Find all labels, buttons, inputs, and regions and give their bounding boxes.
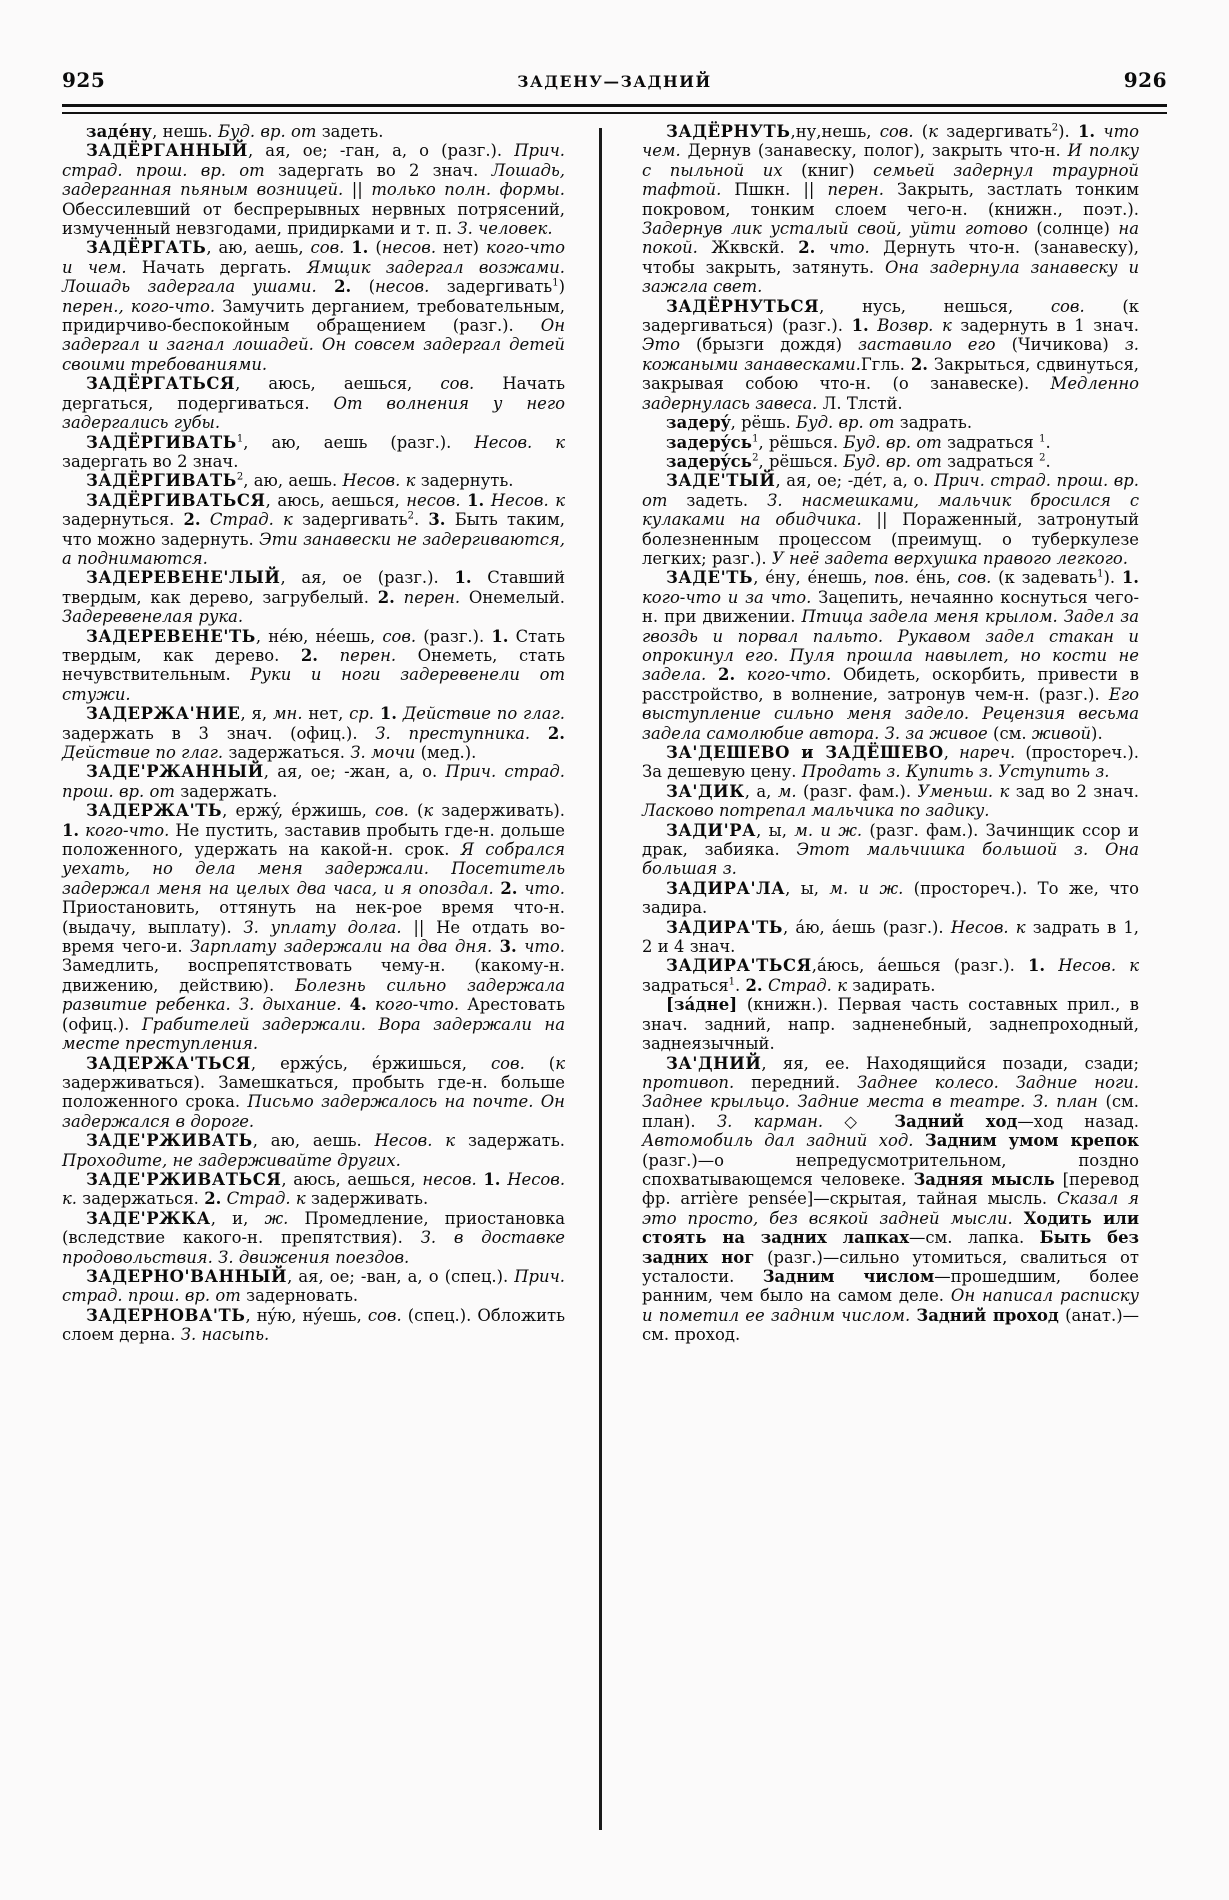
entry-body: , аюсь, аешься, несов. 1. Несов. к задернуться. 2. Страд. к задергивать$^2$. 3. Быть таким, что можно задернуть. Эти занавески не задергиваются, а поднимаются. (62, 490, 566, 568)
entry-body: (книжн.). Первая часть составных прил., в знач. задний, напр. задненебный, заднепроходный, заднеязычный. (642, 995, 1139, 1054)
dictionary-entry (642, 995, 1139, 1053)
entry-headword: [зáдне] (666, 995, 738, 1015)
entry-headword: задéну (86, 122, 153, 141)
entry-homonym-index: 2 (752, 452, 759, 464)
dictionary-entry (642, 743, 1139, 782)
dictionary-entry (62, 1306, 565, 1345)
entry-headword: задерý (666, 413, 731, 433)
dictionary-entry (62, 238, 565, 374)
entry-body: , ержýсь, éржишься, сов. (к задерживаться). Замешкаться, пробыть где-н. больше положенного срока. Письмо задержалось на почте. Он задержался в дороге. (62, 1053, 565, 1131)
entry-body: , ержý, éржишь, сов. (к задерживать). 1. кого-что. Не пустить, заставив пробыть где-н. дольше положенного, удержать на какой-н. срок. Я собрался уехать, но дела меня задержали. Посетитель задержал меня на целых два часа, и я опоздал. 2. что. Приостановить, оттянуть на нек-рое время что-н. (выдачу, выплату). З. уплату долга. || Не отдать во-время чего-и. Зарплату задержали на два дня. 3. что. Замедлить, воспрепятствовать чему-н. (какому-н. движению, действию). Болезнь сильно задержала развитие ребенка. З. дыхание. 4. кого-что. Арестовать (офиц.). Грабителей задержали. Вора задержали на месте преступления. (62, 801, 566, 1054)
entry-headword: ЗАДЕ'РЖКА (86, 1208, 211, 1228)
entry-body: , аюсь, аешься, сов. Начать дергаться, подергиваться. От волнения у него задергались губы. (62, 374, 565, 433)
entry-body: , рёшь. Буд. вр. от задрать. (730, 413, 973, 433)
dictionary-entry (642, 568, 1139, 743)
folio-right: 926 (1123, 68, 1167, 92)
dictionary-entry (62, 1131, 565, 1170)
dictionary-entry (62, 801, 565, 1053)
entry-headword: ЗАДЕРЖА'ТЬСЯ (86, 1053, 251, 1073)
entry-headword: ЗАДЁРГИВАТЬ (86, 432, 237, 452)
entry-headword: ЗА'ДЕШЕВО и ЗАДЁШЕВО (666, 743, 944, 762)
entry-body: , рёшься. Буд. вр. от задраться $^2$. (758, 451, 1051, 471)
dictionary-entry (642, 471, 1139, 568)
dictionary-entry (62, 1267, 565, 1306)
entry-body: , а, м. (разг. фам.). Уменьш. к зад во 2 знач. Ласково потрепал мальчика по задику. (642, 781, 1139, 821)
entry-headword: ЗАДИРА'ТЬСЯ (666, 956, 812, 976)
entry-headword: ЗА'ДИК (666, 781, 745, 801)
entry-headword: ЗАДЁРГИВАТЬСЯ (86, 490, 266, 510)
entry-headword: ЗАДЕ'РЖИВАТЬСЯ (86, 1169, 282, 1189)
entry-headword: ЗАДЕРНО'ВАННЫЙ (86, 1266, 288, 1286)
entry-headword: ЗАДЁРГИВАТЬ (86, 471, 237, 491)
entry-headword: ЗАДЁРНУТЬ (666, 122, 791, 141)
column-left (62, 122, 581, 1840)
entry-headword: ЗАДЁРГАТЬ (86, 238, 207, 258)
dictionary-entry (62, 491, 565, 569)
entry-body: , аю, аешь (разг.). Несов. к задергать во 2 знач. (62, 432, 565, 471)
entry-body: , ы, м. и ж. (разг. фам.). Зачинщик ссор и драк, забияка. Этот мальчишка большой з. Она большая з. (642, 820, 1139, 879)
entry-body: , áю, áешь (разг.). Несов. к задрать в 1, 2 и 4 знач. (642, 917, 1140, 957)
dictionary-entry (62, 471, 565, 490)
entry-body: , ая, ое (разг.). 1. Ставший твердым, как дерево, загрубелый. 2. перен. Онемелый. Задеревенелая рука. (62, 568, 565, 627)
entry-headword: ЗАДИРА'ЛА (666, 878, 786, 898)
dictionary-entry (62, 1054, 565, 1132)
entry-body: , и, ж. Промедление, приостановка (вследствие какого-н. препятствия). З. в доставке продовольствия. З. движения поездов. (62, 1208, 566, 1267)
dictionary-entry (62, 122, 565, 141)
entry-body: , ая, ое; -ван, а, о (спец.). Прич. страд. прош. вр. от задерновать. (62, 1266, 565, 1306)
entry-homonym-index: 2 (236, 471, 244, 483)
entry-body: , ая, ое; -ган, а, о (разг.). Прич. страд. прош. вр. от задергать во 2 знач. Лошадь, задерганная пьяным возницей. || только полн. формы. Обессилевший от беспрерывных нервных потрясений, измученный невзгодами, придирками и т. п. З. человек. (62, 141, 565, 239)
entry-headword: задерýсь (666, 451, 753, 471)
entry-headword: ЗАДЁРГАННЫЙ (86, 141, 248, 161)
entry-headword: ЗАДЕРНОВА'ТЬ (86, 1305, 246, 1325)
dictionary-entry (62, 141, 565, 238)
running-head (62, 68, 1167, 94)
column-container (62, 122, 1167, 1840)
dictionary-entry (642, 122, 1139, 297)
entry-headword: ЗАДИ'РА (666, 820, 757, 840)
entry-headword: ЗАДЕРЕВЕНЕ'ЛЫЙ (86, 568, 281, 588)
entry-headword: ЗАДЕ'РЖИВАТЬ (86, 1131, 253, 1151)
running-title: ЗАДЕНУ—ЗАДНИЙ (517, 72, 712, 91)
entry-body: , нешь. Буд. вр. от задеть. (152, 122, 384, 141)
entry-body: ,áюсь, áешься (разг.). 1. Несов. к задраться$^1$. 2. Страд. к задирать. (642, 956, 1140, 995)
dictionary-entry (62, 762, 565, 801)
dictionary-entry (62, 1170, 565, 1209)
column-right (620, 122, 1139, 1840)
entry-headword: ЗА'ДНИЙ (666, 1053, 762, 1073)
entry-body: , éну, éнешь, пов. éнь, сов. (к задевать$^1$). 1. кого-что и за что. Зацепить, нечаянно коснуться чего-н. при движении. Птица задела меня крылом. Задел за гвоздь и порвал пальто. Рукавом задел стакан и опрокинул его. Пуля прошла навылет, но кости не задела. 2. кого-что. Обидеть, оскорбить, привести в расстройство, в волнение, затронув чем-н. (разг.). Его выступление сильно меня задело. Рецензия весьма задела самолюбие автора. З. за живое (см. живой). (642, 568, 1140, 743)
entry-headword: задерýсь (666, 432, 753, 452)
dictionary-entry (62, 433, 565, 472)
entry-homonym-index: 1 (236, 433, 244, 445)
dictionary-entry (642, 879, 1139, 918)
entry-body: , ая, ое; -дéт, а, о. Прич. страд. прош. вр. от задеть. З. насмешками, мальчик бросился с кулаками на обидчика. || Пораженный, затронутый болезненным процессом (преимущ. о туберкулезе легких; разг.). У неё задета верхушка правого легкого. (642, 471, 1140, 568)
entry-headword: ЗАДЕРЖА'ТЬ (86, 801, 223, 821)
dictionary-entry (62, 627, 565, 705)
entry-headword: ЗАДЁРНУТЬСЯ (666, 296, 820, 316)
entry-body: , нéю, нéешь, сов. (разг.). 1. Стать твердым, как дерево. 2. перен. Онеметь, стать нечувствительным. Руки и ноги задеревенели от стужи. (62, 626, 566, 704)
column-divider (599, 128, 602, 1830)
entry-body: , ая, ое; -жан, а, о. Прич. страд. прош. вр. от задержать. (62, 762, 565, 801)
entry-body: , яя, ее. Находящийся позади, сзади; противоп. передний. Заднее колесо. Задние ноги. Заднее крыльцо. Задние места в театре. З. план (см. план). З. карман. ◇ Задний ход—ход назад. Автомобиль дал задний ход. Задним умом крепок (разг.)—о непредусмотрительном, поздно спохватывающемся человеке. Задняя мысль [перевод фр. arrière pensée]—скрытая, тайная мысль. Сказал я это просто, без всякой задней мысли. Ходить или стоять на задних лапках—см. лапка. Быть без задних ног (разг.)—сильно утомиться, свалиться от усталости. Задним числом—прошедшим, более ранним, чем было на самом деле. Он написал расписку и пометил ее задним числом. Задний проход (анат.)—см. проход. (642, 1053, 1140, 1345)
entry-body: , нýю, нýешь, сов. (спец.). Обложить слоем дерна. З. насыпь. (62, 1305, 565, 1345)
dictionary-entry (62, 374, 565, 432)
entry-headword: ЗАДЕ'ТЫЙ (666, 471, 776, 491)
entry-body: , аю, аешь, сов. 1. (несов. нет) кого-что и чем. Начать дергать. Ямщик задергал возжами. Лошадь задергала ушами. 2. (несов. задергивать$^1$) перен., кого-что. Замучить дерганием, требовательным, придирчиво-беспокойным обращением (разг.). Он задергал и загнал лошадей. Он совсем задергал детей своими требованиями. (62, 238, 565, 374)
entry-body: , я, мн. нет, ср. 1. Действие по глаг. задержать в 3 знач. (офиц.). З. преступника. 2. Действие по глаг. задержаться. З. мочи (мед.). (62, 704, 566, 762)
entry-headword: ЗАДЕ'ТЬ (666, 568, 754, 588)
entry-body: , ы, м. и ж. (простореч.). То же, что задира. (642, 878, 1139, 918)
dictionary-entry (642, 297, 1139, 413)
dictionary-entry (62, 704, 565, 762)
dictionary-entry (642, 956, 1139, 995)
dictionary-entry (642, 452, 1139, 471)
entry-homonym-index: 1 (752, 433, 759, 445)
entry-headword: ЗАДЕ'РЖАННЫЙ (86, 762, 264, 782)
folio-left: 925 (62, 68, 106, 92)
dictionary-entry (642, 413, 1139, 432)
entry-body: , аю, аешь. Несов. к задержать. Проходите, не задерживайте других. (62, 1131, 565, 1170)
entry-body: , аю, аешь. Несов. к задернуть. (243, 471, 514, 491)
dictionary-entry (62, 568, 565, 626)
entry-body: ,ну,нешь, сов. (к задергивать$^2$). 1. что чем. Дернув (занавеску, полог), закрыть что-н. И полку с пыльной их (книг) семьей задернул траурной тафтой. Пшкн. || перен. Закрыть, застлать тонким покровом, тонким слоем чего-н. (книжн., поэт.). Задернув лик усталый свой, уйти готово (солнце) на покой. Жквскй. 2. что. Дернуть что-н. (занавеску), чтобы закрыть, затянуть. Она задернула занавеску и зажгла свет. (642, 122, 1140, 297)
entry-headword: ЗАДЁРГАТЬСЯ (86, 374, 236, 394)
entry-body: , аюсь, аешься, несов. 1. Несов. к. задержаться. 2. Страд. к задерживать. (62, 1169, 566, 1209)
dictionary-entry (642, 821, 1139, 879)
entry-body: , рёшься. Буд. вр. от задраться $^1$. (758, 432, 1051, 452)
entry-body: , нареч. (простореч.). За дешевую цену. Продать з. Купить з. Уступить з. (642, 743, 1139, 782)
entry-body: , нусь, нешься, сов. (к задергиваться) (разг.). 1. Возвр. к задернуть в 1 знач. Это (брызги дождя) заставило его (Чичикова) з. кожаными занавесками.Ггль. 2. Закрыться, сдвинуться, закрывая собою что-н. (о занавеске). Медленно задернулась завеса. Л. Тлстй. (642, 296, 1140, 413)
dictionary-entry (642, 1054, 1139, 1345)
entry-headword: ЗАДЕРЖА'НИЕ (86, 704, 241, 724)
header-rule (62, 104, 1167, 114)
dictionary-entry (642, 433, 1139, 452)
dictionary-entry (62, 1209, 565, 1267)
dictionary-entry (642, 782, 1139, 821)
dictionary-entry (642, 918, 1139, 957)
entry-headword: ЗАДЕРЕВЕНЕ'ТЬ (86, 626, 256, 646)
entry-headword: ЗАДИРА'ТЬ (666, 917, 784, 937)
